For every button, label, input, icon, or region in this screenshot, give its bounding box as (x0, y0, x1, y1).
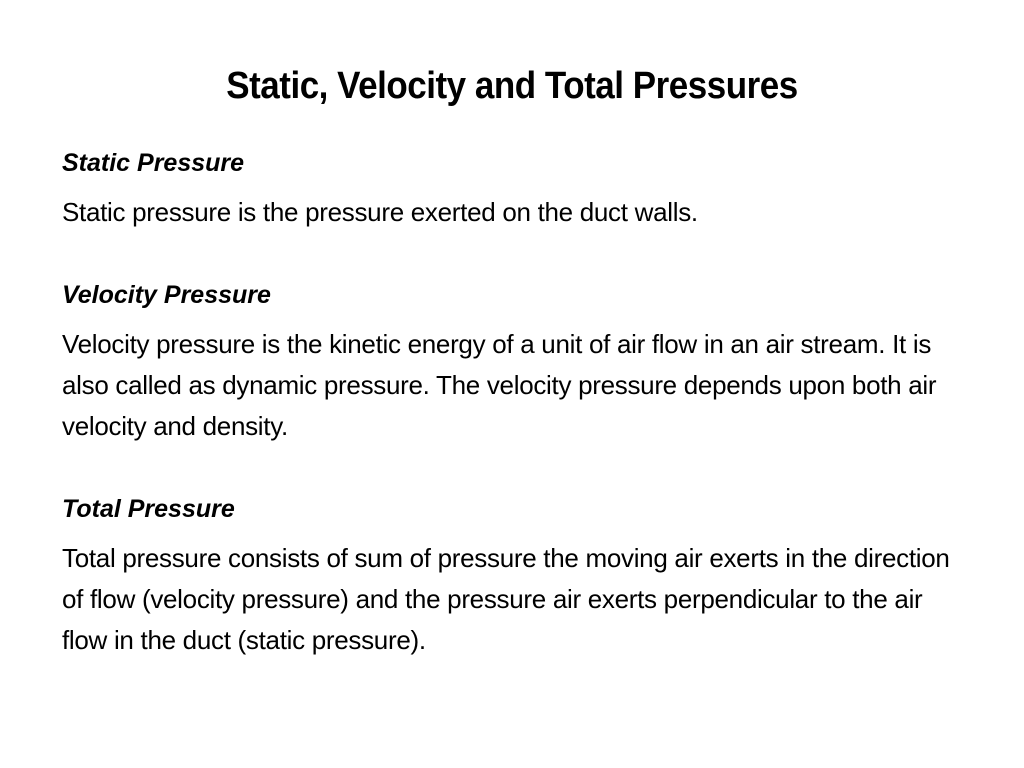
page-title: Static, Velocity and Total Pressures (226, 65, 798, 108)
section-total-pressure (62, 490, 962, 661)
section-heading: Total Pressure (62, 495, 235, 523)
section-heading: Static Pressure (62, 149, 245, 177)
section-velocity-pressure (62, 276, 962, 447)
slide-content (62, 144, 962, 661)
section-heading: Velocity Pressure (62, 281, 271, 309)
section-text: Velocity pressure is the kinetic energy of a unit of air flow in an air stream. It is also called as dynamic pressure. The velocity pressure depends upon both air velocity and density. (62, 329, 937, 441)
section-static-pressure (62, 144, 962, 233)
section-text: Static pressure is the pressure exerted on the duct walls. (62, 197, 698, 227)
section-text: Total pressure consists of sum of pressure the moving air exerts in the direction of flow (velocity pressure) and the pressure air exerts perpendicular to the air flow in the duct (static pressure). (62, 543, 950, 655)
